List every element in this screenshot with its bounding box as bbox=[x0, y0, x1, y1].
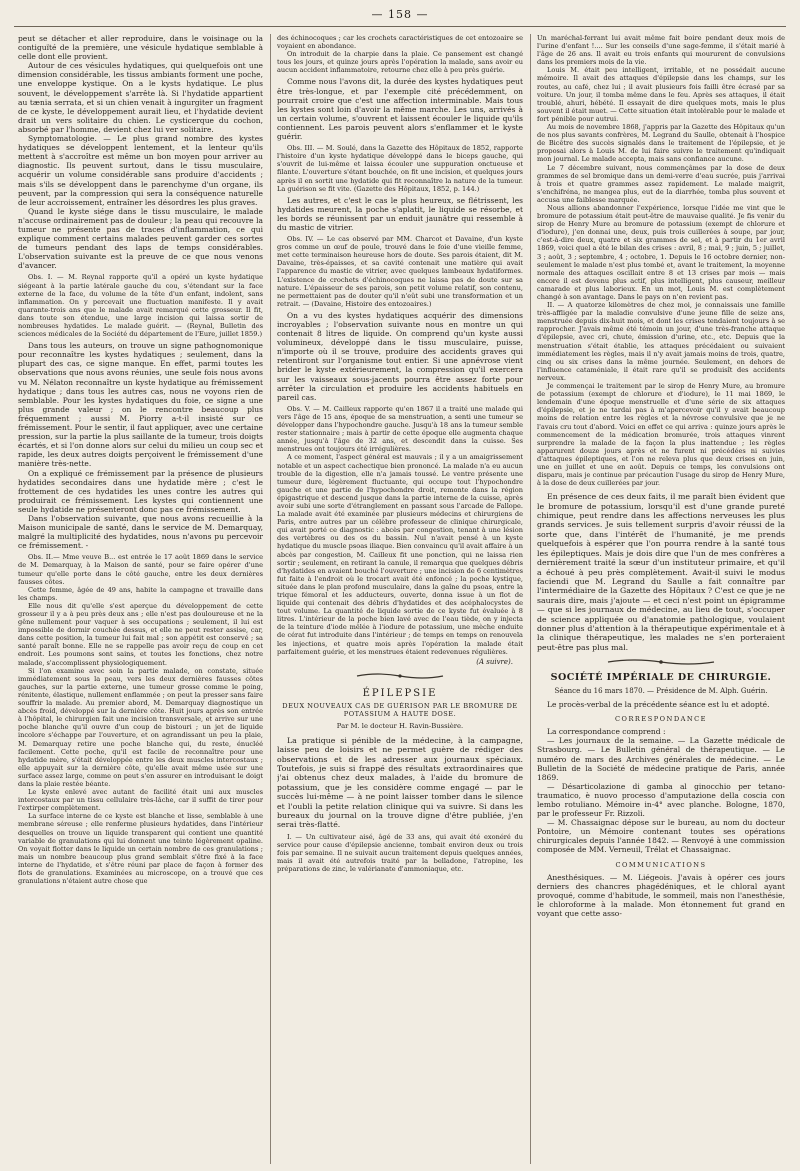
paragraph: Le procès-verbal de la précédente séance est lu et adopté. bbox=[547, 700, 770, 710]
paragraph: — M. Chassaignac dépose sur le bureau, au nom du docteur Pontoire, un Mémoire contenant toutes ses opérations chirurgicales depuis l'année 1842. — Renvoyé à une commission composée de MM. Verneuil, Trélat et Chassaignac. bbox=[537, 818, 785, 855]
observation: Cette femme, âgée de 49 ans, habite la campagne et travaille dans les champs. bbox=[18, 585, 263, 602]
article-subtitle: DEUX NOUVEAUX CAS DE GUÉRISON PAR LE BROMURE DE POTASSIUM A HAUTE DOSE. bbox=[282, 701, 518, 718]
observation: Obs. I. — M. Reynal rapporte qu'il a opéré un kyste hydatique siégeant à la partie latérale gauche du cou, s'étendant sur la face externe de la face, du volume de la tête d'un enfant, indolent, sans inflammation. On y percevait une fluctuation manifeste. Il y avait quarante-trois ans que le malade avait remarqué cette grosseur. Il fit, dans toute son étendue, une large incision qui laissa sortir de nombreuses hydatides. Le malade guérit. — (Reynal, Bulletin des sciences médicales de la Société du département de l'Eure, juillet 1859.) bbox=[18, 273, 263, 339]
ornament-divider-icon bbox=[606, 658, 716, 666]
article-title: ÉPILEPSIE bbox=[362, 687, 438, 699]
observation: A ce moment, l'aspect général est mauvais ; il y a un amaigrissement notable et un aspect cachectique bien prononcé. La malade n'a eu aucun trouble de la digestion, elle n'a jamais toussé. Le ventre présente une tumeur dure, légèrement fluctuante, qui occupe tout l'hypochondre gauche et une partie de l'hypochondre droit, remonte dans la région épigastrique et descend jusque dans la partie interne de la cuisse, après avoir subi une sorte d'étranglement en passant sous l'arcade de Fallope. La malade avait été examinée par plusieurs médecins et chirurgiens de Paris, entre autres par un célèbre professeur de clinique chirurgicale, qui avait porté ce diagnostic : abcès par congestion, tenant à une lésion des vertèbres ou des os du bassin. Nul n'avait pensé à un kyste hydatique du muscle psoas iliaque. Bien convaincu qu'il avait affaire à un abcès par congestion, M. Cailleux fit une ponction, qui ne laissa rien sortir ; seulement, en retirant la canule, il remarqua que quelques débris d'hydatides en avaient bouché l'ouverture ; une incision de 6 centimètres fut faite à l'endroit où le trocart avait été enfoncé ; la poche kystique, située dans le plan profond musculaire, dans la gaîne du psoas, entre la trique fémoral et les adducteurs, ouverte, donna issue à un flot de liquide qui contenait des débris d'hydatides et des acéphalocystes de tout volume. La quantité de liquide sortie de ce kyste fut évaluée à 8 litres. L'intérieur de la poche bien lavé avec de l'eau tiède, on y injecta de la teinture d'iode mêlée à l'iodure de potassium, une mèche enduite de cérat fut introduite dans l'intérieur ; de temps en temps on renouvela les injections, et quatre mois après l'opération la malade était parfaitement guérie, et les menstrues étaient redevenues régulières. bbox=[277, 453, 523, 656]
observation: Si l'on examine avec soin la partie malade, on constate, située immédiatement sous la peau, vers les deux dernières fausses côtes gauches, sur la partie externe, une tumeur grosse comme le poing, rénitente, élastique, nullement enflammée ; on peut la presser sans faire souffrir la malade. Au premier abord, M. Demarquay diagnostique un abcès froid, développé sur la dernière côte. Huit jours après son entrée à l'hôpital, le chirurgien fait une incision transversale, et arrive sur une poche blanche qu'il ouvre d'un coup de bistouri ; un jet de liquide incolore s'échappe par l'ouverture, et on agrandissant un peu la plaie, M. Demarquay retire une poche blanche qui, du reste, énucléé facilement. Cette poche, qu'il est facile de reconnaître pour une hydatide mère, s'était développée entre les deux muscles intercostaux ; elle appuyait sur la dernière côte, qu'elle avait même usée sur une surface assez large, comme on peut s'en assurer en introduisant le doigt dans la plaie restée béante. bbox=[18, 666, 263, 788]
paragraph: peut se détacher et aller reproduire, dans le voisinage ou la contiguïté de la première, une vésicule hydatique semblable à celle dont elle provient. bbox=[18, 34, 263, 62]
column-divider bbox=[270, 34, 271, 1164]
column-left bbox=[18, 34, 263, 1164]
observation: Un maréchal-ferrant lui avait même fait boire pendant deux mois de l'urine d'enfant !.... Sur les conseils d'une sage-femme, il s'était marié à l'âge de 26 ans. Il avait eu trois enfants qui moururent de convulsions dans les premiers mois de la vie. bbox=[537, 34, 785, 67]
article-byline: Par M. le docteur H. Ravin-Bussière. bbox=[336, 721, 464, 730]
paragraph: — Désarticolazione di gamba al ginocchio per tetano-traumatico, è nuovo processo d'amputazione della coscia con lembo rotuliano. Mémoire in-4° avec planche. Bologne, 1870, par le professeur Fr. Rizzoli. bbox=[537, 781, 785, 819]
paragraph: Comme nous l'avons dit, la durée des kystes hydatiques peut être très-longue, et par l'exemple cité précédemment, on pourrait croire que c'est une affection interminable. Mais tous les kystes sont loin d'avoir la même marche. Les uns, arrivés à un certain volume, s'ouvrent et laissent écouler le liquide qu'ils contiennent. Les parois peuvent alors s'enflammer et le kyste guérir. bbox=[277, 77, 523, 142]
observation: Elle nous dit qu'elle s'est aperçue du développement de cette grosseur il y a à peu près deux ans ; elle n'est pas douloureuse et ne la gêne nullement pour vaquer à ses occupations ; seulement, il lui est impossible de dormir couchée dessus, et elle ne peut rester assise, car, dans cette position, la tumeur lui fait mal ; son appétit est conservé ; sa santé paraît bonne. Elle ne se rappelle pas avoir reçu de coup en cet endroit. Les poumons sont sains, et toutes les fonctions, chez notre malade, s'accomplissent physiologiquement. bbox=[18, 601, 263, 667]
paragraph: — Les journaux de la semaine. — La Gazette médicale de Strasbourg. — Le Bulletin général de thérapeutique. — Le numéro de mars des Archives générales de médecine. — Le Bulletin de la Société de médecine pratique de Paris, année 1869. bbox=[537, 736, 785, 782]
ornament-divider-icon bbox=[355, 672, 445, 680]
paragraph: Autour de ces vésicules hydatiques, qui quelquefois ont une dimension considérable, les tissus ambiants forment une poche, une enveloppe kystique. On a le kysts hydatique. Le plus souvent, le développement s'arrête là. Si l'hydatide appartient au tænia serrata, et si un chien venait à ingurgiter un fragment de ce kyste, le développement aurait lieu, et l'hydatide devient drait un vers solitaire du chien. Le cysticerque du cochon, absorbé par l'homme, devient chez lui ver solitaire. bbox=[18, 61, 263, 134]
observation: Je commençai le traitement par le sirop de Henry Mure, au bromure de potassium (exempt de chlorure et d'iodure), le 11 mai 1869, le lendemain d'une époque menstruelle et d'une série de six attaques d'épilepsie, et je ne tardai pas à m'apercevoir qu'il y avait beaucoup moins de relation entre les règles et la névrose convulsive que je ne l'avais cru tout d'abord. Voici en effet ce qui arriva : quinze jours après le commencement de la médication bromurée, trois attaques vinrent surprendre la malade de la façon la plus inattendue ; les règles apparurent douze jours après et ne furent ni précédées ni suivies d'attaques épileptiques, et l'on ne releva plus que deux crises en juin, une en juillet et une en août. Depuis ce temps, les convulsions ont disparu, mais je continue par précaution l'usage du sirop de Henry Mure, à la dose de deux cuillerées par jour. bbox=[537, 382, 785, 488]
column-divider bbox=[530, 34, 531, 1164]
observation: Le 7 décembre suivant, nous commençâmes par la dose de deux grammes de sel bromique dans un demi-verre d'eau sucrée, puis j'arrivai à trois et quatre grammes assez rapidement. Le malade maigrit, s'enchifréna, ne mangea plus, eut de la diarrhée, tomba plus souvent et accusa une faiblesse marquée. bbox=[537, 163, 785, 204]
observation: Le kyste enlevé avec autant de facilité était uni aux muscles intercostaux par un tissu cellulaire très-lâche, car il suffit de tirer pour l'extirper complètement. bbox=[18, 788, 263, 813]
observation: Au mois de novembre 1868, j'appris par la Gazette des Hôpitaux qu'un de nos plus savants confrères, M. Legrand du Saulle, obtenait à l'hospice de Bicêtre des succès signalés dans le traitement de l'épilepsie, et je proposai alors à Louis M. de lui faire suivre le traitement qu'indiquait mon journal. Le malade accepta, mais sans confiance aucune. bbox=[537, 123, 785, 164]
lead-paragraph: La pratique si pénible de la médecine, à la campagne, laisse peu de loisirs et ne permet guère de rédiger des observations et de les adresser aux journaux spéciaux. Toutefois, je suis si frappé des résultats extraordinaires que j'ai obtenus chez deux malades, à l'aide du bromure de potassium, que je les considère comme engagé — par le succès lui-même — à ne point laisser tomber dans le silence et l'oubli la petite relation clinique qui va suivre. Si dans les bureaux du journal on la trouve digne d'être publiée, j'en serai très-flatté. bbox=[277, 735, 523, 830]
observation: Nous allions abandonner l'expérience, lorsque l'idée me vint que le bromure de potassium était peut-être de mauvaise qualité. Je fis venir du sirop de Henry Mure au bromure de potassium (exempt de chlorure et d'iodure), j'en donnai une, deux, puis trois cuillerées à soupe, par jour, c'est-à-dire deux, quatre et six grammes de sel, et à partir du 1er avril 1869, voici quel a été le bilan des crises : avril, 8 ; mai, 9 ; juin, 5 ; juillet, 3 ; août, 3 ; septembre, 4 ; octobre, 1. Depuis le 16 octobre dernier, non-seulement le malade n'est plus tombé et, avant le traitement, la moyenne normale des attaques oscillait entre 8 et 13 crises par mois — mais encore il est devenu plus actif, plus intelligent, plus causeur, meilleur camarade et plus laborieux. En un mot, Louis M. est complètement changé à son avantage. Dans le pays on n'en revient pas. bbox=[537, 203, 785, 301]
paragraph: On a vu des kystes hydatiques acquérir des dimensions incroyables ; l'observation suivante nous en montre un qui contenait 8 litres de liquide. On comprend qu'un kyste aussi volumineux, développé dans le tissu musculaire, puisse, n'importe où il se trouve, produire des accidents graves qui retentiront sur l'organisme tout entier. Si une apnévrose vient brider le kyste extérieurement, la compression qu'il exercera sur les vaisseaux sous-jacents pourra être assez forte pour arrêter la circulation et produire les accidents habituels en pareil cas. bbox=[277, 310, 523, 402]
paragraph: On a expliqué ce frémissement par la présence de plusieurs hydatides secondaires dans une hydatide mère ; c'est le frottement de ces hydatides les unes contre les autres qui produirait ce frémissement. Les kystes qui contiennent une seule hydatide ne présenteront donc pas ce frémissement. bbox=[18, 468, 263, 514]
observation: On introduit de la charpie dans la plaie. Ce pansement est changé tous les jours, et quinze jours après l'opération la malade, sans avoir eu aucun accident inflammatoire, retourne chez elle à peu près guérie. bbox=[277, 50, 523, 75]
to-be-continued: (A suivre). bbox=[476, 657, 513, 666]
paragraph: Quand le kyste siége dans le tissu musculaire, le malade n'accuse ordinairement pas de douleur ; la peau qui recouvre la tumeur ne présente pas de traces d'inflammation, ce qui explique comment certains malades peuvent garder ces sortes de tumeurs pendant des laps de temps considérables. L'observation suivante est la preuve de ce que nous venons d'avancer. bbox=[18, 206, 263, 271]
paragraph: Dans l'observation suivante, que nous avons recueillie à la Maison municipale de santé, dans le service de M. Demarquay, malgré la multiplicité des hydatides, nous n'avons pu percevoir ce frémissement. - bbox=[18, 513, 263, 551]
paragraph: Anesthésiques. — M. Liégeois. J'avais à opérer ces jours derniers des chancres phagédéniques, et le chloral ayant provoqué, comme d'habitude, le sommeil, mais non l'anesthésie, le chloroforme à la malade. Mon étonnement fut grand en voyant que cette asso- bbox=[537, 872, 785, 918]
section-heading: COMMUNICATIONS bbox=[615, 860, 707, 869]
observation: Obs. II.— Mme veuve B... est entrée le 17 août 1869 dans le service de M. Demarquay, à la Maison de santé, pour se faire opérer d'une tumeur qu'elle porte dans le côté gauche, entre les deux dernières fausses côtes. bbox=[18, 553, 263, 586]
paragraph: La correspondance comprend : bbox=[547, 727, 666, 737]
observation: Obs. V. — M. Cailleux rapporte qu'en 1867 il a traité une malade qui vers l'âge de 15 ans, époque de sa menstruation, a senti une tumeur se développer dans l'hypochondre gauche. Jusqu'à 18 ans la tumeur semble rester stationnaire ; mais à partir de cette époque elle augmenta chaque année, jusqu'à l'âge de 32 ans, et descendit dans la cuisse. Ses menstrues ont toujours été irrégulières. bbox=[277, 404, 523, 454]
paragraph: Symptomatologie. — Le plus grand nombre des kystes hydatiques se développent lentement, et la lenteur qu'ils mettent à s'accroître est même un bon moyen pour arriver au diagnostic. Ils peuvent surtout, dans le tissu musculaire, acquérir un volume considérable sans produire d'accidents ; mais s'ils se développent dans le parenchyme d'un organe, ils peuvent, par la compression qui sera la conséquence naturelle de leur accroissement, entraîner les désordres les plus graves. bbox=[18, 134, 263, 207]
observation: La surface interne de ce kyste est blanche et lisse, semblable à une membrane séreuse ; elle renferme plusieurs hydatides, dans l'intérieur desquelles on trouve un liquide transparent qui contient une quantité variable de granulations qui lui donnent une teinte légèrement opaline. On voyait flotter dans le liquide un certain nombre de ces granulations ; mais un nombre beaucoup plus grand semblait s'être fixé à la face interne de l'hydatide, et s'être réuni par place de façon à former des flots de granulations. Examinées au microscope, on a trouvé que ces granulations n'étaient autre chose que bbox=[18, 812, 263, 886]
section-heading: CORRESPONDANCE bbox=[615, 715, 707, 724]
paragraph: En présence de ces deux faits, il me paraît bien évident que le bromure de potassium, lorsqu'il est d'une grande pureté chimique, peut rendre dans les affections nerveuses les plus grands services. Je suis tellement surpris d'avoir réussi de la sorte que, dans l'intérêt de l'humanité, je me prends quelquefois à espérer que l'on pourra rendre à la santé tous les épileptiques. Mais je dois dire que l'un de mes confrères a dernièrement traité la sœur d'un instituteur primaire, et qu'il a échoué à peu près complètement. Avait-il suivi le modus faciendi que M. Legrand du Saulle a fait connaître par l'intermédiaire de la Gazette des Hôpitaux ? C'est ce que je ne saurais dire, mais j'ajoute — et ceci n'est point un épigramme — que si les journaux de médecine, au lieu de tout, s'occuper de science appliquée ou d'anatomie pathologique, voulaient donner plus d'attention à la thérapeutique expérimentale et à la clinique thérapeutique, les malades ne s'en porteraient peut-être pas plus mal. bbox=[537, 492, 785, 652]
society-title: SOCIÉTÉ IMPÉRIALE DE CHIRURGIE. bbox=[550, 672, 772, 684]
paragraph: Les autres, et c'est le cas le plus heureux, se flétrissent, les hydatides meurent, la poche s'aplatit, le liquide se résorbe, et les bords se réunissent par un enduit jaunâtre qui ressemble à du mastic de vitrier. bbox=[277, 195, 523, 232]
page-number: — 158 — bbox=[371, 8, 429, 21]
paragraph: Dans tous les auteurs, on trouve un signe pathognomonique pour reconnaître les kystes hydatiques ; seulement, dans la plupart des cas, ce signe manque. En effet, parmi toutes les observations que nous avons réunies, une seule fois nous avons vu M. Nélaton reconnaître un kyste hydatique au frémissement hydatique ; dans tous les autres cas, nous ne voyons rien de semblable. Pour les kystes hydatiques du foie, ce signe a une plus grande valeur ; on le rencontre beaucoup plus fréquemment ; aussi M. Piorry a-t-il insisté sur ce frémissement. Pour le sentir, il faut appliquer, avec une certaine pression, sur la partie la plus saillante de la tumeur, trois doigts écartés, et si l'on donne alors sur celui du milieu un coup sec et rapide, les deux autres doigts perçoivent le frémissement d'une manière très-nette. bbox=[18, 341, 263, 469]
header-rule bbox=[14, 26, 786, 27]
column-right bbox=[537, 34, 785, 1164]
observation: des échinocoques ; car les crochets caractéristiques de cet entozoaire se voyaient en abondance. bbox=[277, 34, 523, 51]
observation: Louis M. était peu intelligent, irritable, et ne possédait aucune mémoire. Il avait des attaques d'épilepsie dans les champs, sur les routes, au café, chez lui ; il avait plusieurs fois failli être écrasé par sa voiture. Un jour, il tomba même dans le feu. Après ses attaques, il était troublé, ahuri, hébété. Il essayait de dire quelques mots, mais le plus souvent il était muet. — Cette situation était intolérable pour le malade et fort pénible pour autrui. bbox=[537, 66, 785, 123]
observation: I. — Un cultivateur aisé, âgé de 33 ans, qui avait été exonéré du service pour cause d'épilepsie ancienne, tombait environ deux ou trois fois par semaine. Il ne suivait aucun traitement depuis quelques années, mais il avait été autrefois traité par la belladone, l'atropine, les préparations de zinc, le valérianate d'ammoniaque, etc. bbox=[277, 832, 523, 874]
observation: II. — A quatorze kilomètres de chez moi, je connaissais une famille très-affligée par la maladie convulsive d'une jeune fille de seize ans, menstruée depuis dix-huit mois, et dont les crises tendaient toujours à se rapprocher. J'avais même été témoin un jour, d'une très-franche attaque d'épilepsie, avec cri, chute, émission d'urine, etc., etc. Depuis que la menstruation s'était établie, les attaques précédaient ou suivaient immédiatement les règles, mais il n'y avait jamais moins de trois, quatre, cinq ou six crises dans la même journée. Seulement, en dehors de l'influence cataméniale, il était rare qu'il se produisît des accidents nerveux. bbox=[537, 301, 785, 382]
observation: Obs. IV. — Le cas observé par MM. Charcot et Davaine, d'un kyste gros comme un œuf de poule, trouvé dans le foie d'une vieille femme, met cette terminaison heureuse hors de doute. Ses parois étaient, dit M. Davaine, très-épaisses, et sa cavité contenait une matière qui avait l'apparence du mastic de vitrier, avec quelques lambeaux hydatiformes. L'existence de crochets d'échinocoques ne laissa pas de doute sur sa nature. L'épaisseur de ses parois, son petit volume relatif, son contenu, ne permettaient pas de douter qu'il n'eût subi une transformation et un retrait. — (Davaine, Histoire des entozoaires.) bbox=[277, 235, 523, 308]
society-meta: Séance du 16 mars 1870. — Présidence de M. Alph. Guérin. bbox=[554, 687, 768, 696]
column-middle bbox=[277, 34, 523, 1164]
observation: Obs. III. — M. Soulé, dans la Gazette des Hôpitaux de 1852, rapporte l'histoire d'un kyste hydatique développé dans le biceps gauche, qui s'ouvrit de lui-même et laissa écouler une suppuration onctueuse et filante. L'ouverture s'étant bouchée, on fit une incision, et quelques jours après il en sortit une hydatide qui fit reconnaître la nature de la tumeur. La guérison se fit vite. (Gazette des Hôpitaux, 1852, p. 144.) bbox=[277, 144, 523, 193]
